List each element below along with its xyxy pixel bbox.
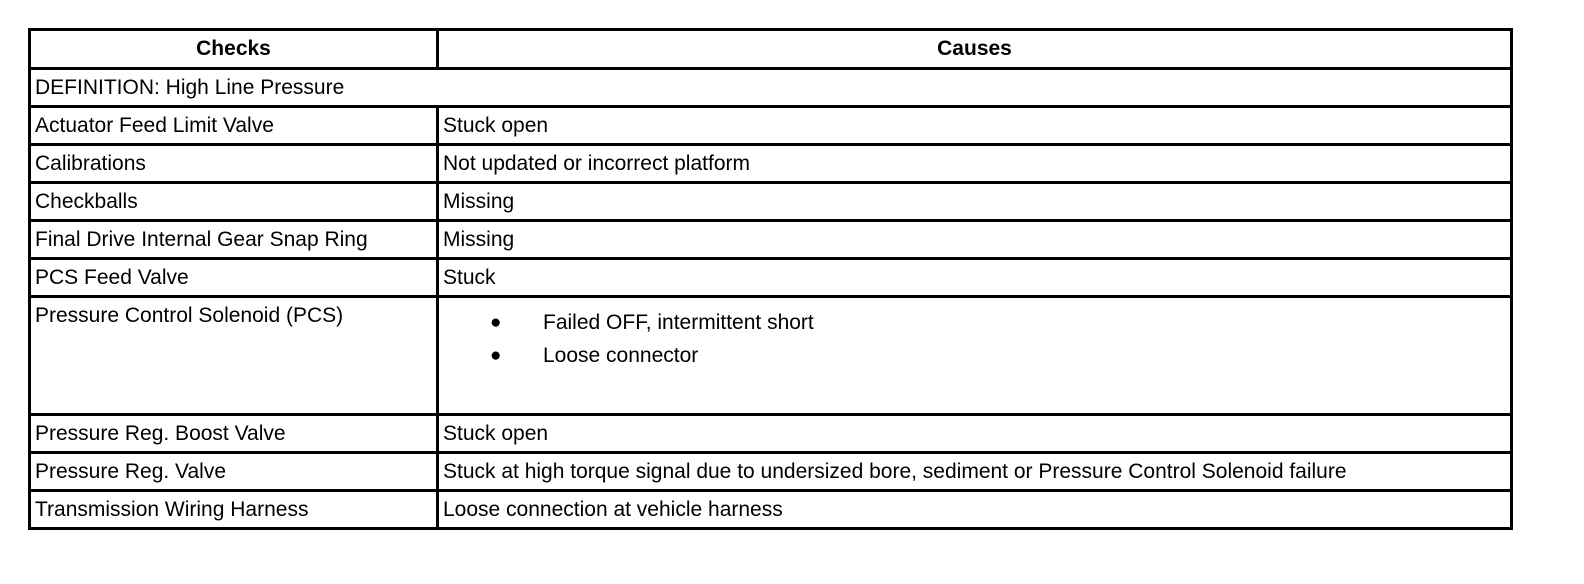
check-cell: Actuator Feed Limit Valve: [30, 107, 438, 145]
table-row: [30, 183, 1512, 221]
check-cell: Transmission Wiring Harness: [30, 491, 438, 529]
bullet-icon: ●: [490, 312, 502, 333]
cause-cell: Stuck open: [438, 107, 1512, 145]
cause-cell: Missing: [438, 183, 1512, 221]
table-row: [30, 453, 1512, 491]
table-row: [30, 221, 1512, 259]
check-cell: Pressure Reg. Valve: [30, 453, 438, 491]
definition-text: DEFINITION: High Line Pressure: [30, 69, 1512, 107]
check-cell: Checkballs: [30, 183, 438, 221]
table-row: [30, 107, 1512, 145]
list-item: [490, 339, 1506, 372]
cause-cell: Stuck: [438, 259, 1512, 297]
cause-item-text: Loose connector: [543, 344, 699, 367]
check-cell: Pressure Control Solenoid (PCS): [30, 297, 438, 415]
check-cell: PCS Feed Valve: [30, 259, 438, 297]
table-row: [30, 491, 1512, 529]
table-row: [30, 415, 1512, 453]
check-cell: Pressure Reg. Boost Valve: [30, 415, 438, 453]
cause-cell: Stuck at high torque signal due to undersized bore, sediment or Pressure Control Solenoid failure: [438, 453, 1512, 491]
header-row: [30, 30, 1512, 69]
list-item: [490, 306, 1506, 339]
header-causes: Causes: [438, 30, 1512, 69]
cause-cell: Not updated or incorrect platform: [438, 145, 1512, 183]
header-checks: Checks: [30, 30, 438, 69]
bullet-icon: ●: [490, 345, 502, 366]
table-row: [30, 145, 1512, 183]
cause-cell: [438, 297, 1512, 415]
cause-cell: Missing: [438, 221, 1512, 259]
diagnostic-table: [28, 28, 1513, 530]
cause-cell: Stuck open: [438, 415, 1512, 453]
check-cell: Final Drive Internal Gear Snap Ring: [30, 221, 438, 259]
definition-row: [30, 69, 1512, 107]
cause-list: [443, 306, 1506, 372]
cause-cell: Loose connection at vehicle harness: [438, 491, 1512, 529]
check-cell: Calibrations: [30, 145, 438, 183]
table-row: [30, 259, 1512, 297]
cause-item-text: Failed OFF, intermittent short: [543, 311, 814, 334]
table-row: [30, 297, 1512, 415]
